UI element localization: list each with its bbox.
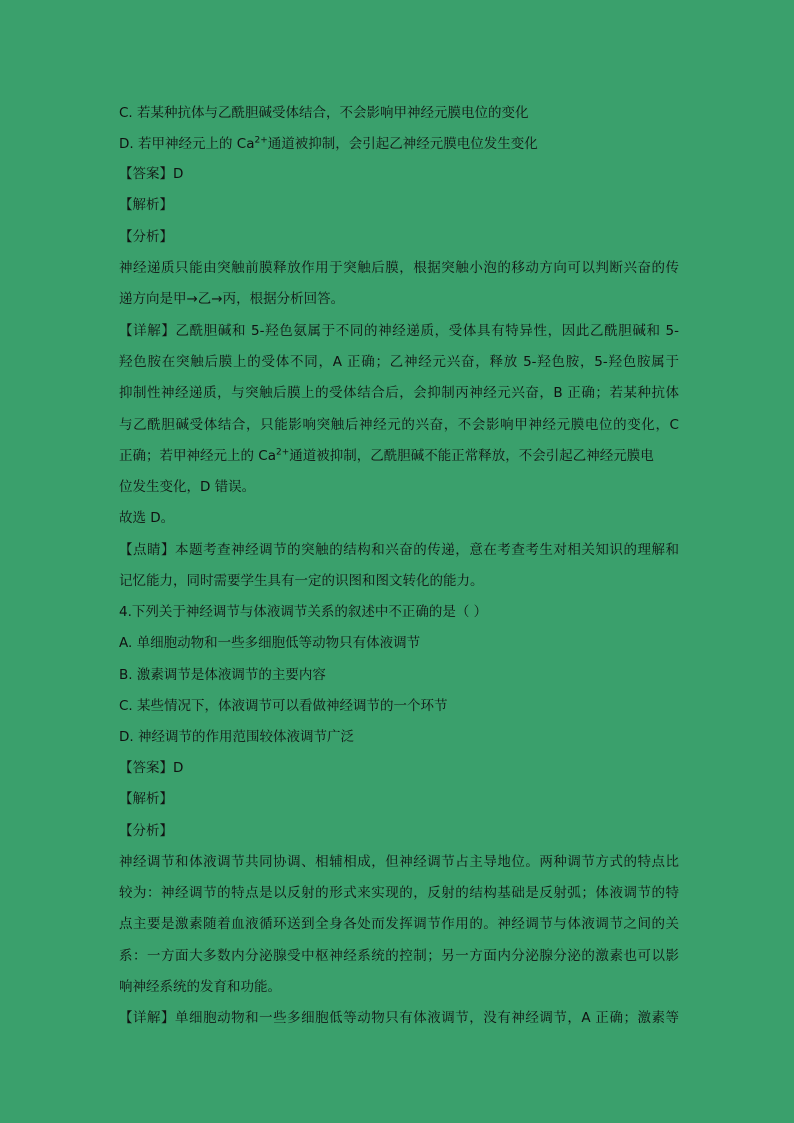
paragraph-line: 【详解】乙酰胆碱和 5-羟色氨属于不同的神经递质，受体具有特异性，因此乙酰胆碱和 5-	[119, 323, 679, 339]
option-c-line: C. 若某种抗体与乙酰胆碱受体结合，不会影响甲神经元膜电位的变化	[119, 105, 529, 121]
paragraph-line: 系：一方面大多数内分泌腺受中枢神经系统的控制；另一方面内分泌腺分泌的激素也可以影	[119, 948, 679, 964]
option-a-line: A. 单细胞动物和一些多细胞低等动物只有体液调节	[119, 635, 421, 651]
paragraph-line: 位发生变化，D 错误。	[119, 479, 256, 495]
option-d-line	[119, 134, 679, 154]
superscript: 2+	[276, 447, 290, 458]
fenxi-heading: 【分析】	[119, 229, 173, 245]
text-span: 通道被抑制，乙酰胆碱不能正常释放，不会引起乙神经元膜电	[289, 448, 654, 464]
option-b-line: B. 激素调节是体液调节的主要内容	[119, 667, 326, 683]
paragraph-line: 记忆能力，同时需要学生具有一定的识图和图文转化的能力。	[119, 573, 484, 589]
paragraph-line: 【详解】单细胞动物和一些多细胞低等动物只有体液调节，没有神经调节，A 正确；激素等	[119, 1010, 679, 1026]
fenxi-heading: 【分析】	[119, 823, 173, 839]
paragraph-line: 与乙酰胆碱受体结合，只能影响突触后神经元的兴奋，不会影响甲神经元膜电位的变化，C	[119, 417, 679, 433]
text-span: 正确；若甲神经元上的 Ca	[119, 448, 276, 464]
choice-line: 故选 D。	[119, 510, 175, 526]
paragraph-line: 【点睛】本题考查神经调节的突触的结构和兴奋的传递，意在考查考生对相关知识的理解和	[119, 542, 679, 558]
text-span: D. 若甲神经元上的 Ca	[119, 136, 255, 152]
paragraph-line: 神经调节和体液调节共同协调、相辅相成，但神经调节占主导地位。两种调节方式的特点比	[119, 854, 679, 870]
option-d-line: D. 神经调节的作用范围较体液调节广泛	[119, 729, 354, 745]
paragraph-line: 羟色胺在突触后膜上的受体不同，A 正确；乙神经元兴奋，释放 5-羟色胺，5-羟色胺属于	[119, 354, 679, 370]
analysis-heading: 【解析】	[119, 197, 173, 213]
analysis-heading: 【解析】	[119, 791, 173, 807]
paragraph-line: 点主要是激素随着血液循环送到全身各处而发挥调节作用的。神经调节与体液调节之间的关	[119, 916, 679, 932]
paragraph-line	[119, 446, 679, 466]
question-4-stem: 4.下列关于神经调节与体液调节关系的叙述中不正确的是（ ）	[119, 604, 488, 620]
paragraph-line: 神经递质只能由突触前膜释放作用于突触后膜，根据突触小泡的移动方向可以判断兴奋的传	[119, 260, 679, 276]
answer-line: 【答案】D	[119, 760, 184, 776]
superscript: 2+	[254, 135, 268, 146]
option-c-line: C. 某些情况下，体液调节可以看做神经调节的一个环节	[119, 698, 448, 714]
paragraph-line: 响神经系统的发育和功能。	[119, 979, 281, 995]
paragraph-line: 递方向是甲→乙→丙，根据分析回答。	[119, 291, 345, 307]
text-span: 通道被抑制，会引起乙神经元膜电位发生变化	[267, 136, 538, 152]
paragraph-line: 抑制性神经递质，与突触后膜上的受体结合后，会抑制丙神经元兴奋，B 正确；若某种抗体	[119, 385, 679, 401]
paragraph-line: 较为：神经调节的特点是以反射的形式来实现的，反射的结构基础是反射弧；体液调节的特	[119, 885, 679, 901]
answer-line: 【答案】D	[119, 166, 184, 182]
